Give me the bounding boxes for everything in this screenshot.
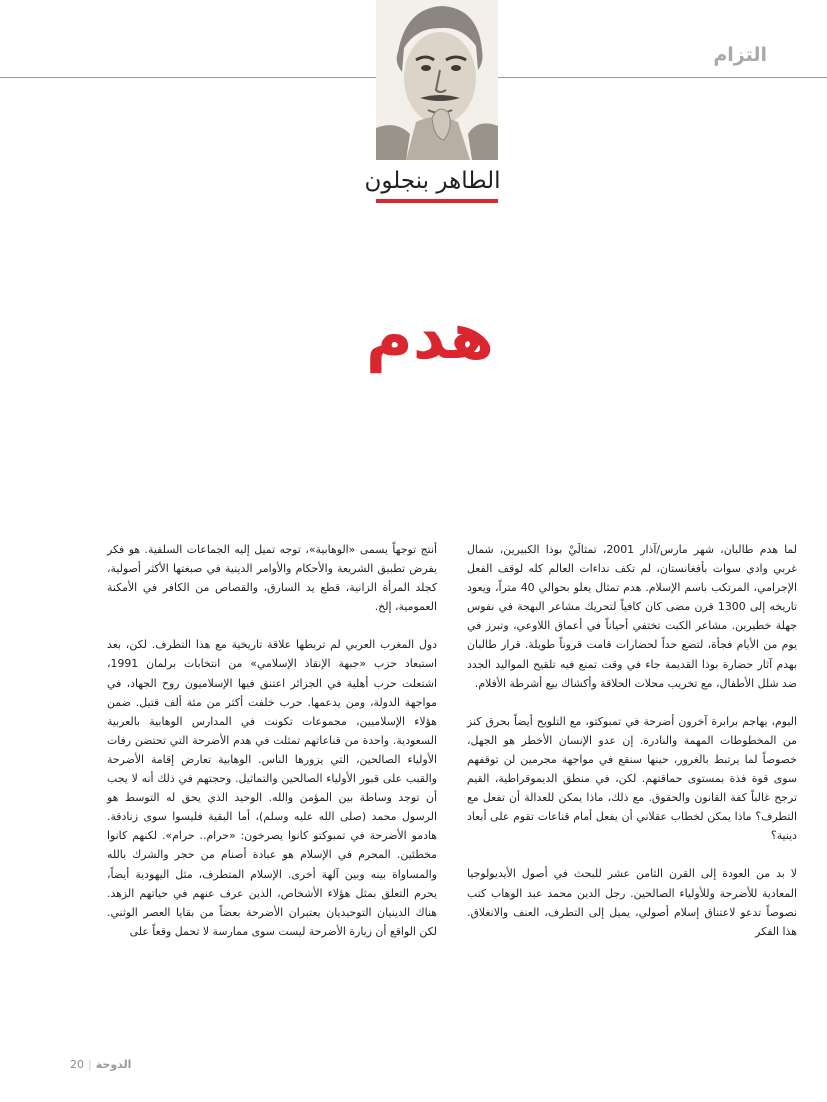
article-column-right xyxy=(467,540,797,960)
page-number: 20 xyxy=(70,1058,84,1071)
paragraph: اليوم، يهاجم برابرة آخرون أضرحة في تمبوكتو، مع التلويح أيضاً بحرق كنز من المخطوطات المهمة والنادرة. إن عدو الإنسان الأخطر هو الجهل، خصوصاً لما يرتبط بالغرور، حينها سنقع في مواجهة مجرمين لن توقفهم سوى قوة فذة بمستوى حماقتهم. لكن، في منطق الديموقراطية، القيم ترجح غالباً كفة القانون والحقوق. مع ذلك، ماذا يمكن للعدالة أن تفعل مع التطرف؟ ماذا يمكن لخطاب عقلاني أن يفعل أمام قناعات تقوم على أبعاد دينية؟ xyxy=(467,714,797,843)
paragraph: دول المغرب العربي لم تربطها علاقة تاريخية مع هذا التطرف. لكن، بعد استبعاد حزب «جبهة الإنقاذ الإسلامي» من انتخابات برلمان 1991، اشتعلت حرب أهلية في الجزائر اعتنق فيها الإسلاميون روح الجهاد، في مواجهة الدولة، ومن يدعمها. حرب خلفت أكثر من مئة ألف قتيل. ضمن هؤلاء الإسلاميين، مجموعات تكونت في المدارس الوهابية بالعربية السعودية. واحدة من قناعاتهم تمثلت في هدم الأضرحة التي تحتضن رفات الأولياء الصالحين، التي يزورها الناس. الوهابية تعارض إقامة الأضرحة والقبب على قبور الأولياء الصالحين والتماثيل. وحجتهم في ذلك أنه لا يجب أن توجد وساطة بين المؤمن والله. الوحيد الذي يحق له التوسط هو الرسول محمد (صلى الله عليه وسلم)، أما البقية فليسوا سوى زنادقة. هادمو الأضرحة في تمبوكتو كانوا يصرخون: «حرام.. حرام». لكنهم كانوا مخطئين. المحرم في الإسلام هو عبادة أصنام من حجر والشرك بالله والمساواة بينه وبين آلهة أخرى. الإسلام المتطرف، مثل اليهودية أيضاً، يحرم التعلق بمثل هؤلاء الأشخاص، الذين عرف عنهم في حياتهم الزهد. هناك الدينيان التوحيديان يعتبران الأضرحة بعضاً من بقايا العصر الوثني. لكن الواقع أن زيارة الأضرحة ليست سوى ممارسة لا تحمل وقعاً على xyxy=(107,638,437,938)
footer-divider: | xyxy=(88,1058,92,1071)
author-byline: الطاهر بنجلون xyxy=(364,168,501,194)
byline-underline xyxy=(376,199,498,203)
section-label: التزام xyxy=(713,44,767,66)
magazine-name: الدوحة xyxy=(95,1058,132,1071)
article-column-left xyxy=(107,540,437,960)
article-title: هدم xyxy=(365,300,495,374)
paragraph: لا بد من العودة إلى القرن الثامن عشر للبحث في أصول الأيديولوجيا المعادية للأضرحة وللأولياء الصالحين. رجل الدين محمد عبد الوهاب كتب نصوصاً تدعو لاعتناق إسلام أصولي، يميل إلى التطرف، العنف والانغلاق. هذا الفكر xyxy=(467,867,797,938)
author-portrait xyxy=(376,0,498,160)
portrait-sketch xyxy=(376,0,498,160)
paragraph: أنتج توجهاً يسمى «الوهابية»، توجه تميل إليه الجماعات السلفية. هو فكر يفرض تطبيق الشريعة والأحكام والأوامر الدينية في صبغتها الأكثر أصولية، كجلد المرأة الزانية، قطع يد السارق، والقصاص من الكافر في الأمكنة العمومية، إلخ. xyxy=(107,543,437,614)
page-footer xyxy=(70,1058,131,1071)
paragraph: لما هدم طالبان، شهر مارس/آذار 2001، تمثالَيْ بوذا الكبيرين، شمال غربي وادي سوات بأفغانستان، لم تكف نداءات العالم كله لوقف الفعل الإجرامي، المرتكب باسم الإسلام. هدم تمثال يعلو بحوالي 40 متراً، ويعود تاريخه إلى 1300 قرن مضى كان كافياً لتحريك مشاعر البهجة في نفوس جهلة خطيرين. مشاعر الكبت تختفي أحياناً في أعماق اللاوعي، وتبرز في يوم من الأيام فجأة، لتضع حداً لحضارات قامت قروناً طويلة. قرار طالبان بهدم آثار حضارة بوذا القديمة جاء في وقت تمنع فيه تلقيح المواليد الجدد ضد شلل الأطفال، مع تخريب محلات الحلاقة وأكشاك بيع أشرطة الأفلام. xyxy=(467,543,798,690)
